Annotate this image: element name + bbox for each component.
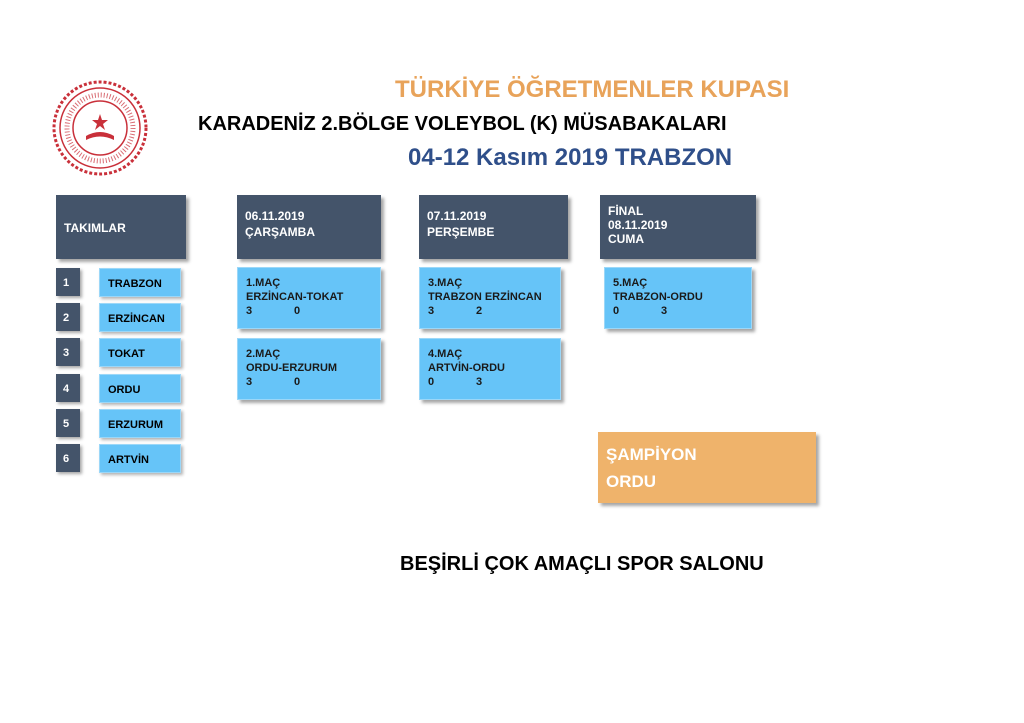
teams-header: [56, 195, 186, 259]
page-title: TÜRKİYE ÖĞRETMENLER KUPASI: [395, 76, 790, 103]
score-2: 0: [294, 305, 301, 317]
score-1: 0: [613, 305, 620, 317]
match-card: [237, 267, 381, 329]
team-number: 1: [56, 268, 80, 296]
day-date: 08.11.2019: [608, 218, 668, 232]
day-header-1: [237, 195, 381, 259]
team-number: 5: [56, 409, 80, 437]
score-2: 0: [294, 376, 301, 388]
team-number: 3: [56, 338, 80, 366]
match-title: 3.MAÇ: [428, 277, 463, 289]
match-teams: TRABZON ERZİNCAN: [428, 291, 542, 303]
match-teams: TRABZON-ORDU: [613, 291, 703, 303]
team-name: TRABZON: [99, 268, 181, 297]
teams-header-label: TAKIMLAR: [64, 221, 126, 235]
day-date: 06.11.2019: [245, 209, 305, 223]
score-1: 0: [428, 376, 435, 388]
match-card: [237, 338, 381, 400]
champion-label: ŞAMPİYON: [606, 445, 697, 464]
match-title: 4.MAÇ: [428, 348, 463, 360]
score-2: 3: [661, 305, 668, 317]
match-title: 1.MAÇ: [246, 277, 281, 289]
match-teams: ERZİNCAN-TOKAT: [246, 291, 344, 303]
score-1: 3: [246, 376, 253, 388]
day-header-final: [600, 195, 756, 259]
team-name: ERZURUM: [99, 409, 181, 438]
venue-label: BEŞİRLİ ÇOK AMAÇLI SPOR SALONU: [400, 553, 764, 575]
champion-box: [598, 432, 816, 503]
final-label: FİNAL: [608, 204, 644, 218]
match-title: 2.MAÇ: [246, 348, 281, 360]
team-name: TOKAT: [99, 338, 181, 367]
day-name: CUMA: [608, 232, 644, 246]
match-title: 5.MAÇ: [613, 277, 648, 289]
score-1: 3: [428, 305, 435, 317]
page-subtitle: KARADENİZ 2.BÖLGE VOLEYBOL (K) MÜSABAKALARI: [198, 113, 727, 135]
score-2: 3: [476, 376, 483, 388]
final-match-card: [604, 267, 752, 329]
ministry-seal-icon: [52, 80, 148, 176]
team-number: 4: [56, 374, 80, 402]
day-date: 07.11.2019: [427, 209, 487, 223]
match-card: [419, 267, 561, 329]
team-name: ERZİNCAN: [99, 303, 181, 332]
team-name: ARTVİN: [99, 444, 181, 473]
champion-team: ORDU: [606, 472, 657, 491]
team-name: ORDU: [99, 374, 181, 403]
team-number: 2: [56, 303, 80, 331]
day-header-2: [419, 195, 568, 259]
date-place: 04-12 Kasım 2019 TRABZON: [408, 144, 733, 171]
score-2: 2: [476, 305, 483, 317]
match-teams: ARTVİN-ORDU: [428, 362, 505, 374]
match-teams: ORDU-ERZURUM: [246, 362, 338, 374]
score-1: 3: [246, 305, 253, 317]
match-card: [419, 338, 561, 400]
day-name: ÇARŞAMBA: [245, 225, 315, 239]
team-number: 6: [56, 444, 80, 472]
day-name: PERŞEMBE: [427, 225, 495, 239]
